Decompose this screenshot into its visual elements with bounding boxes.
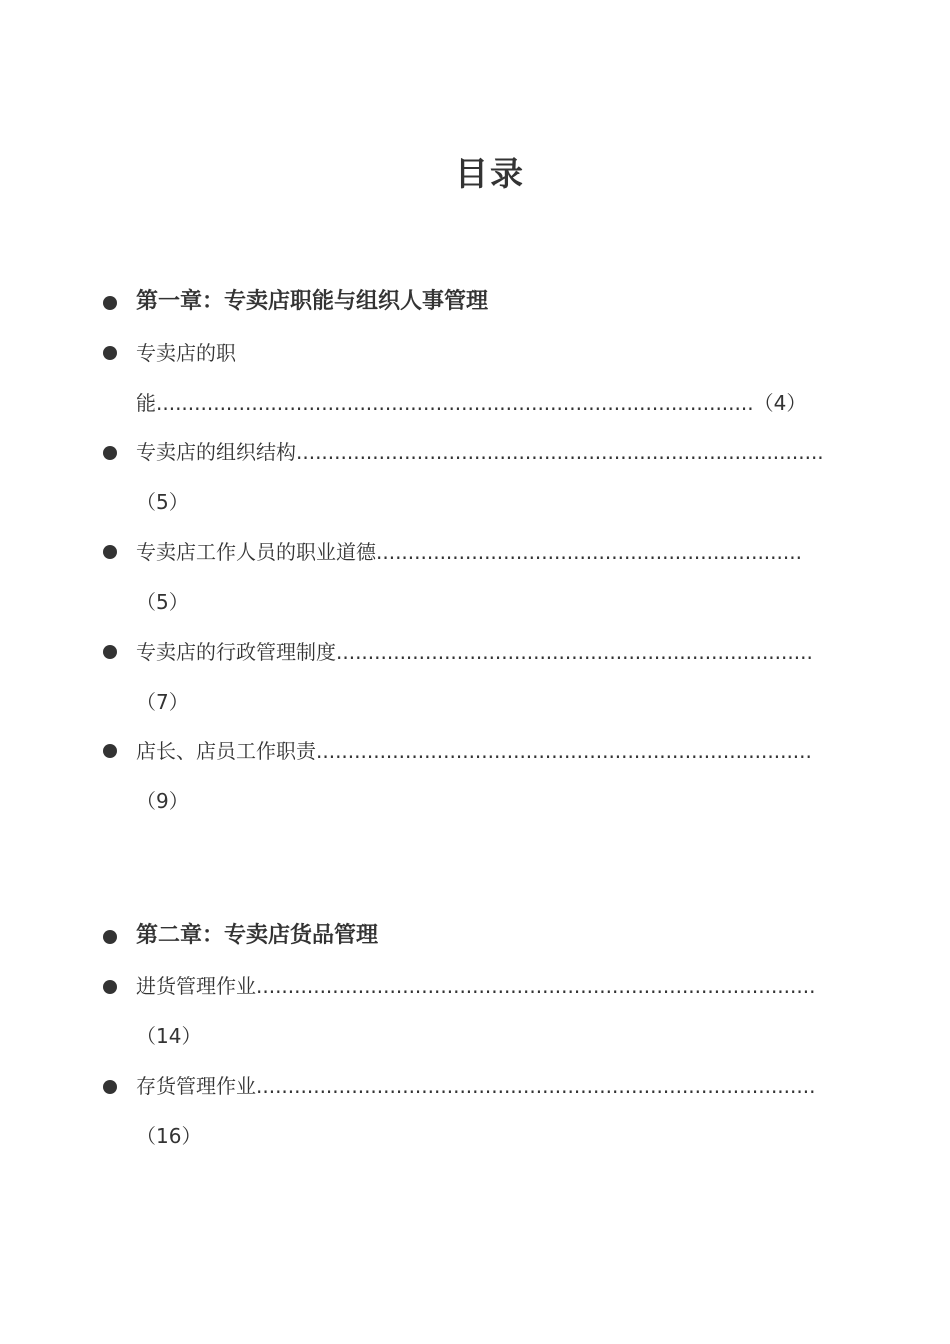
toc-leader-dots: ...........................................................................	[336, 640, 813, 664]
bullet-icon	[103, 744, 117, 758]
toc-item-5-entry	[136, 737, 812, 765]
bullet-icon	[103, 980, 117, 994]
toc-item-6-page: （14）	[136, 1024, 202, 1048]
toc-item-4-label: 专卖店的行政管理制度	[136, 640, 336, 664]
toc-item-3-label: 专卖店工作人员的职业道德	[136, 540, 376, 564]
toc-leader-dots: ........................................................................................	[256, 974, 816, 998]
toc-item-2-label: 专卖店的组织结构	[136, 440, 296, 464]
toc-leader-dots: ..............................................................................................	[156, 391, 754, 415]
bullet-icon	[103, 930, 117, 944]
toc-item-7-page: （16）	[136, 1124, 202, 1148]
toc-item-3-entry	[136, 538, 802, 566]
bullet-icon	[103, 545, 117, 559]
chapter-2-heading: 第二章：专卖店货品管理	[136, 923, 379, 948]
toc-item-7-label: 存货管理作业	[136, 1074, 256, 1098]
toc-item-1-page: （4）	[753, 391, 807, 415]
bullet-icon	[103, 1080, 117, 1094]
toc-item-1-label: 专卖店的职	[136, 341, 236, 365]
toc-title: 目录	[455, 154, 525, 193]
toc-item-1-entry	[136, 389, 806, 417]
toc-item-5-page: （9）	[136, 789, 189, 813]
bullet-icon	[103, 296, 117, 310]
toc-leader-dots: ...................................................................................	[296, 440, 824, 464]
toc-item-4-page: （7）	[136, 690, 189, 714]
toc-leader-dots: ........................................................................................	[256, 1074, 816, 1098]
bullet-icon	[103, 346, 117, 360]
toc-item-2-page: （5）	[136, 490, 189, 514]
toc-item-5-label: 店长、店员工作职责	[136, 739, 316, 763]
toc-item-4-entry	[136, 638, 813, 666]
chapter-1-heading: 第一章：专卖店职能与组织人事管理	[136, 289, 489, 314]
toc-item-2-entry	[136, 438, 824, 466]
toc-item-1-label-cont: 能	[136, 391, 156, 415]
bullet-icon	[103, 645, 117, 659]
toc-item-3-page: （5）	[136, 590, 189, 614]
toc-item-6-label: 进货管理作业	[136, 974, 256, 998]
bullet-icon	[103, 446, 117, 460]
toc-leader-dots: ...................................................................	[376, 540, 802, 564]
toc-item-6-entry	[136, 972, 815, 1000]
toc-leader-dots: ..............................................................................	[316, 739, 812, 763]
toc-item-7-entry	[136, 1072, 815, 1100]
